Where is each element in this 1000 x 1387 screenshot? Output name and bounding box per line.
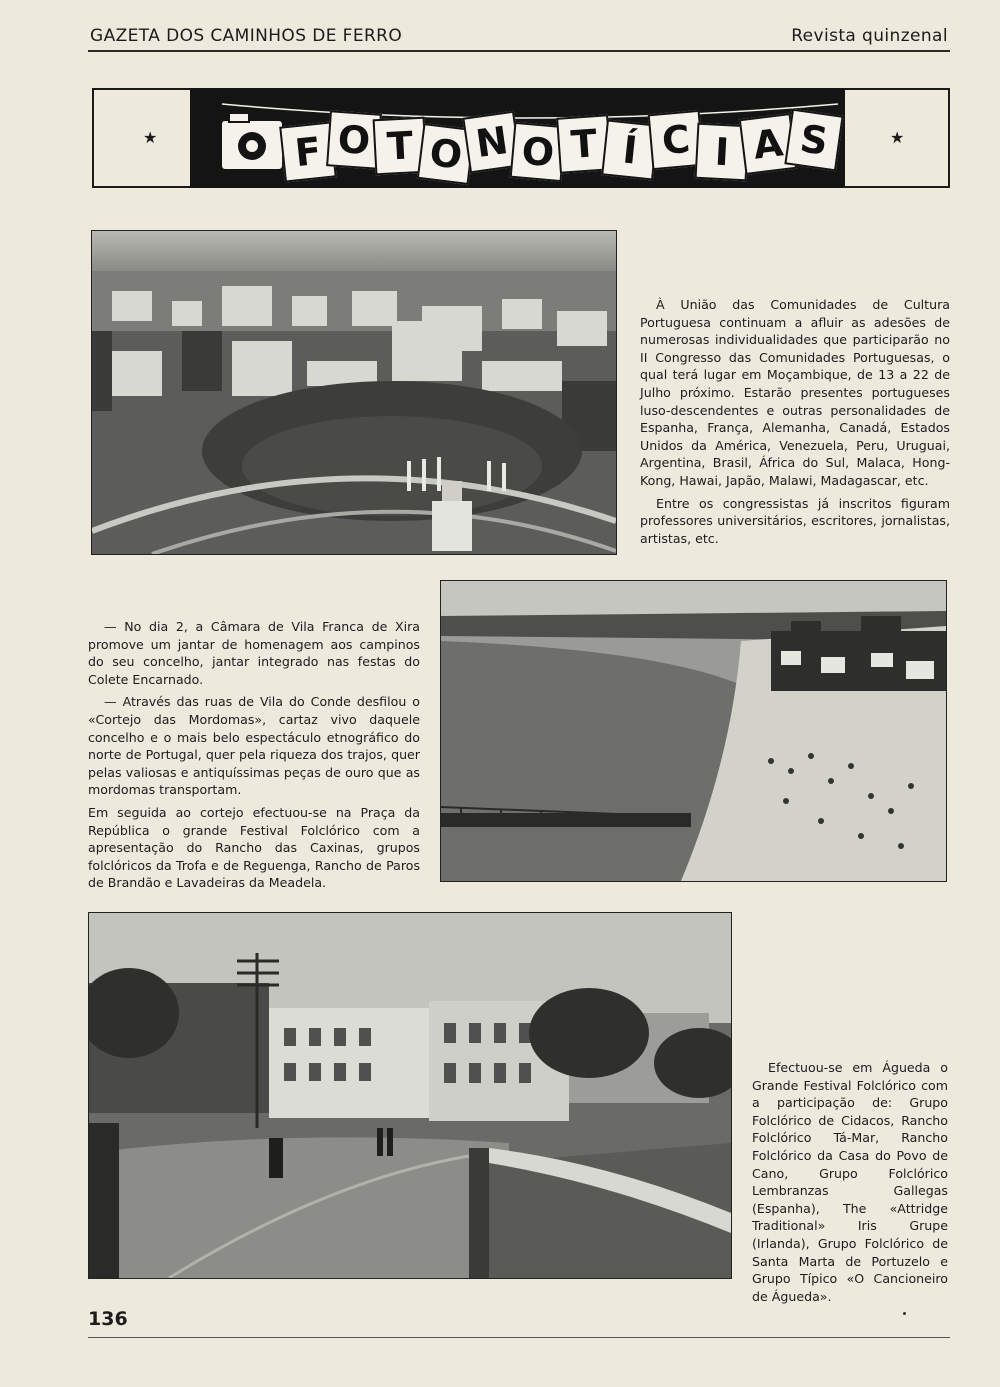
running-head-title: GAZETA DOS CAMINHOS DE FERRO [90,26,403,46]
banner-letter: A [739,113,797,175]
banner-letter: Í [601,119,659,180]
banner-letter: N [462,111,521,174]
article-agueda [752,1059,948,1310]
article-congress-p1: À União das Comunidades de Cultura Portuguesa continuam a afluir as adesões de numerosas individualidades que participarão no II Congresso das Comunidades Portuguesas, o qual terá lugar em Moçambique, de 13 a 22 de Julho próximo. Estarão presentes portugueses luso-descendentes e outras personalidades de Espanha, França, Alemanha, Canadá, Estados Unidos da América, Venezuela, Peru, Uruguai, Argentina, Brasil, África do Sul, Malaca, Hong-Kong, Hawai, Japão, Malawi, Madagascar, etc. [640,297,950,488]
article-vila [88,618,420,897]
photo-aerial-city [91,230,617,555]
banner-letter: F [279,121,337,182]
article-congress-p2: Entre os congressistas já inscritos figuram professores universitários, escritores, jornalistas, artistas, etc. [640,495,950,546]
banner-letter: T [556,114,612,173]
banner-letter: O [417,123,475,185]
banner-letter: O [326,110,382,169]
banner-letter: S [784,109,843,172]
article-vila-p3: Em seguida ao cortejo efectuou-se na Praça da República o grande Festival Folclórico com a apresentação do Rancho das Caxinas, grupos folclóricos da Trofa e de Reguenga, Rancho de Paros de Brandão e Lavadeiras da Meadela. [88,804,420,891]
banner-letter: O [510,122,567,182]
photo-agueda-street [88,912,732,1279]
article-vila-p2: — Através das ruas de Vila do Conde desfilou o «Cortejo das Mordomas», cartaz vivo daquele concelho e o mais belo espectáculo etnográfico do norte de Portugal, quer pela riqueza dos trajos, quer pelas valiosas e antiquíssimas peças de ouro que as mordomas transportam. [88,694,420,798]
article-agueda-p1: Efectuou-se em Águeda o Grande Festival Folclórico com a participação de: Grupo Folclórico de Cidacos, Rancho Folclórico Tá-Mar, Rancho Folclórico da Casa do Povo de Cano, Grupo Folclórico Lembranzas Gallegas (Espanha), The «Attridge Traditional» Iris Grupe (Irlanda), Grupo Folclórico de Santa Marta de Portuzelo e Grupo Típico «O Cancioneiro de Águeda». [752,1060,948,1304]
ink-dot [903,1312,906,1315]
footer-rule [88,1337,950,1338]
banner-letter: T [373,117,428,176]
banner-letter: I [695,123,750,182]
page-number: 136 [88,1308,128,1330]
banner-star-left: ★ [143,128,158,147]
camera-and-cord-icon [0,0,1000,200]
banner-star-right: ★ [890,128,905,147]
photo-river-bridge [440,580,947,882]
article-congress [640,296,950,552]
article-vila-p1: — No dia 2, a Câmara de Vila Franca de Xira promove um jantar de homenagem aos campinos do seu concelho, jantar integrado nas festas do Colete Encarnado. [88,619,420,687]
running-head-subtitle: Revista quinzenal [791,26,948,46]
banner-letter: C [648,110,705,170]
